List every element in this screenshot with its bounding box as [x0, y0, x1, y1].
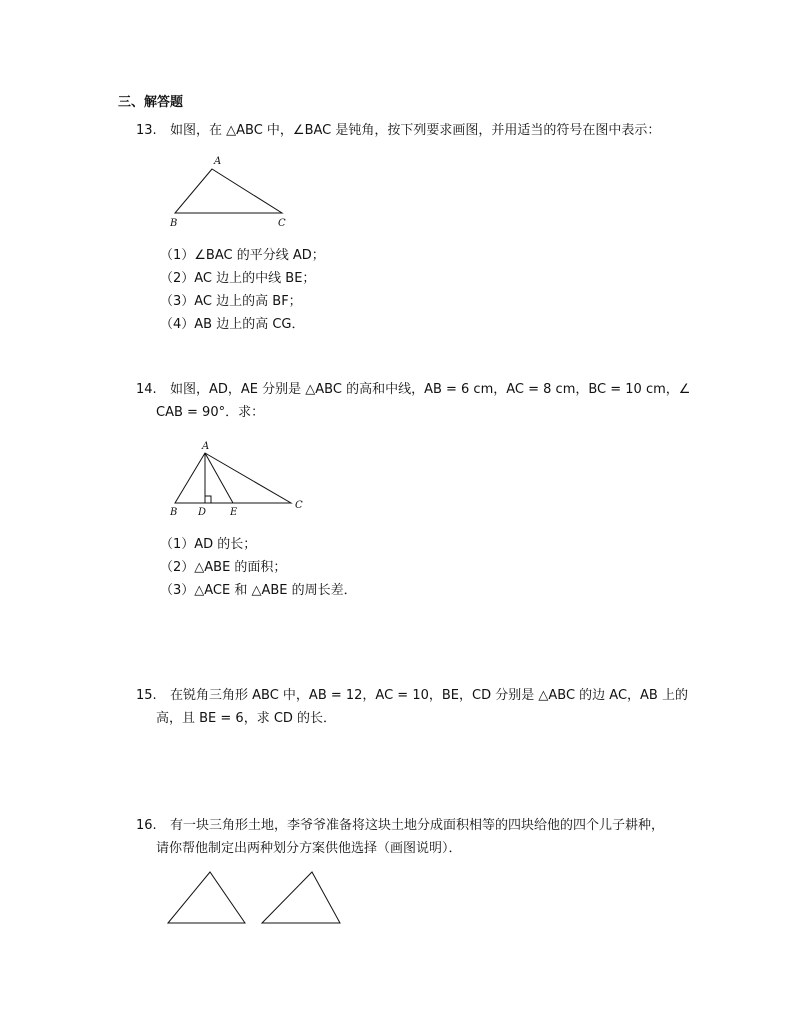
section-title: 三、解答题: [118, 95, 184, 110]
label-b: B: [170, 507, 178, 518]
q13-sub-4: （4）AB 边上的高 CG．: [160, 317, 305, 332]
question-14-line2: CAB = 90°．求：: [156, 405, 265, 420]
question-text-line1: 有一块三角形土地，李爷爷准备将这块土地分成面积相等的四块给他的四个儿子耕种，: [170, 818, 665, 833]
label-b: B: [170, 218, 178, 229]
question-number: 16.: [136, 818, 157, 833]
label-a: A: [214, 156, 222, 167]
question-13: [136, 121, 660, 141]
q14-sub-2: （2）△ABE 的面积；: [160, 560, 287, 575]
question-14: [136, 380, 690, 400]
label-a: A: [202, 441, 210, 452]
triangle-abc: [175, 169, 282, 213]
label-c: C: [278, 218, 286, 229]
triangle-left: [168, 872, 245, 923]
right-angle-mark: [205, 496, 211, 503]
label-c: C: [295, 500, 303, 511]
question-text-line1: 如图，AD，AE 分别是 △ABC 的高和中线，AB = 6 cm，AC = 8 cm，BC = 10 cm，∠: [170, 382, 691, 397]
label-e: E: [230, 507, 238, 518]
triangle-abc: [175, 453, 291, 503]
question-15-line2: 高，且 BE = 6，求 CD 的长．: [156, 711, 337, 726]
figure-14-triangle: [165, 437, 315, 522]
q13-sub-1: （1）∠BAC 的平分线 AD；: [160, 248, 325, 263]
q13-sub-2: （2）AC 边上的中线 BE；: [160, 271, 316, 286]
question-number: 15.: [136, 688, 157, 703]
q14-sub-1: （1）AD 的长；: [160, 537, 257, 552]
figure-16-triangles: [160, 865, 360, 935]
q13-sub-3: （3）AC 边上的高 BF；: [160, 294, 302, 309]
figure-13-triangle: [160, 150, 300, 230]
label-d: D: [198, 507, 207, 518]
question-text: 如图，在 △ABC 中，∠BAC 是钝角，按下列要求画图，并用适当的符号在图中表示：: [170, 123, 661, 138]
question-number: 13.: [136, 123, 157, 138]
question-15: [136, 686, 688, 706]
triangle-right: [262, 872, 340, 923]
question-16: [136, 816, 664, 836]
question-16-line2: 请你帮他制定出两种划分方案供他选择（画图说明）．: [156, 841, 462, 856]
question-text-line1: 在锐角三角形 ABC 中，AB = 12，AC = 10，BE，CD 分别是 △ABC 的边 AC，AB 上的: [170, 688, 688, 703]
question-number: 14.: [136, 382, 157, 397]
q14-sub-3: （3）△ACE 和 △ABE 的周长差．: [160, 583, 357, 598]
